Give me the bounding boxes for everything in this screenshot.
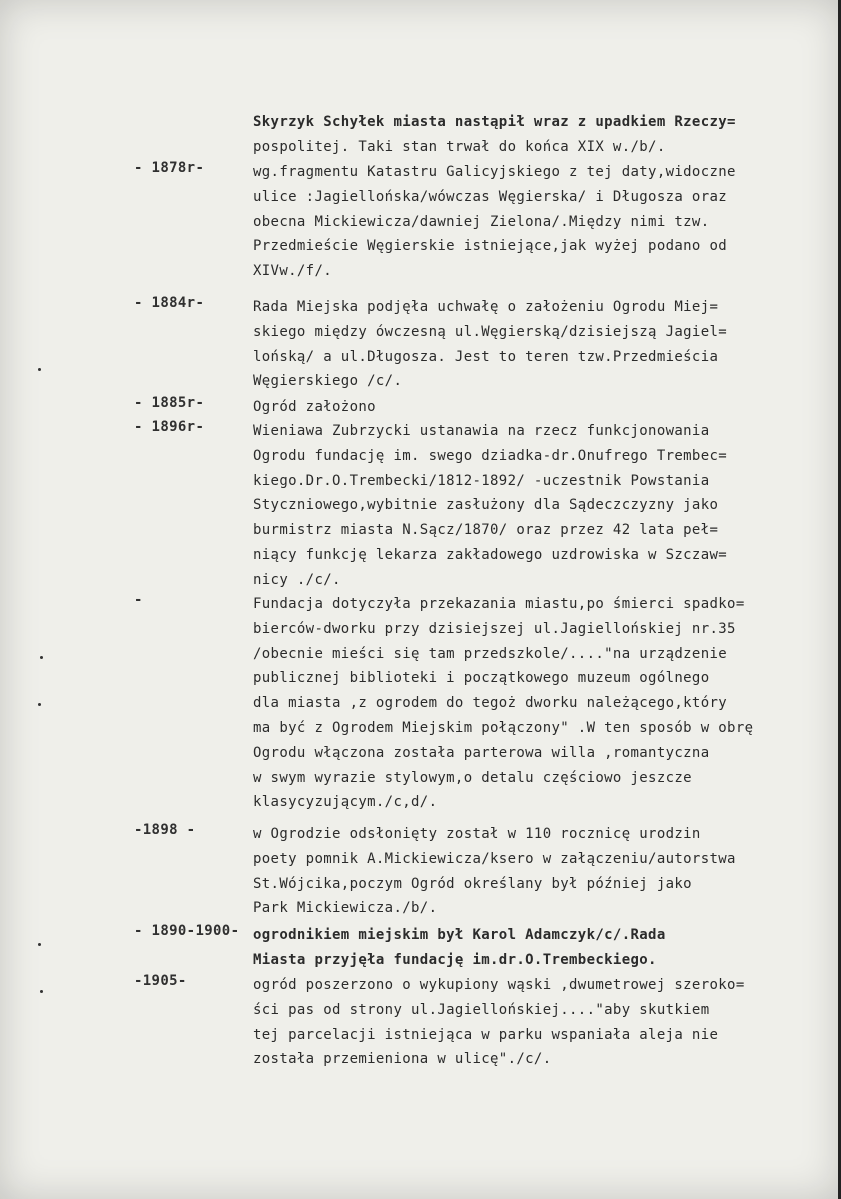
entry-date: - 1885r-: [134, 395, 205, 411]
entry-date: - 1890-1900-: [134, 923, 240, 939]
text-line: Węgierskiego /c/.: [253, 373, 403, 390]
text-line: bierców-dworku przy dzisiejszej ul.Jagiellońskiej nr.35: [253, 620, 736, 637]
entry-text: [253, 395, 841, 420]
text-line: St.Wójcika,poczym Ogród określany był później jako: [253, 875, 692, 892]
text-line: pospolitej. Taki stan trwał do końca XIX w./b/.: [253, 138, 666, 155]
entry-text: [253, 923, 841, 973]
text-line: wg.fragmentu Katastru Galicyjskiego z tej daty,widoczne: [253, 164, 736, 180]
text-line: publicznej biblioteki i początkowego muzeum ogólnego: [253, 670, 710, 687]
text-line: Styczniowego,wybitnie zasłużony dla Sądeczczyzny jako: [253, 497, 719, 514]
entry-date: - 1884r-: [134, 295, 205, 311]
text-line: /obecnie mieści się tam przedszkole/...."na urządzenie: [253, 645, 728, 662]
text-line: nicy ./c/.: [253, 571, 341, 588]
text-line: Park Mickiewicza./b/.: [253, 900, 438, 917]
text-line: została przemieniona w ulicę"./c/.: [253, 1051, 552, 1068]
text-line: tej parcelacji istniejąca w parku wspaniała aleja nie: [253, 1026, 719, 1043]
entry-date: -1905-: [134, 973, 187, 989]
text-line: Rada Miejska podjęła uchwałę o założeniu Ogrodu Miej=: [253, 299, 719, 315]
text-line: poety pomnik A.Mickiewicza/ksero w załączeniu/autorstwa: [253, 850, 736, 867]
text-line: burmistrz miasta N.Sącz/1870/ oraz przez 42 lata peł=: [253, 522, 719, 539]
text-line: Fundacja dotyczyła przekazania miastu,po śmierci spadko=: [253, 596, 745, 612]
text-line: w swym wyrazie stylowym,o detalu częściowo jeszcze: [253, 769, 692, 786]
text-line: ogrodnikiem miejskim był Karol Adamczyk/c/.Rada: [253, 927, 666, 943]
text-line: XIVw./f/.: [253, 263, 333, 280]
text-line: niący funkcję lekarza zakładowego uzdrowiska w Szczaw=: [253, 546, 728, 563]
entry-text: [253, 973, 841, 1072]
entry-text: [253, 110, 841, 160]
text-line: Ogrodu fundację im. swego dziadka-dr.Onufrego Trembec=: [253, 447, 728, 464]
entry-text: [253, 419, 841, 593]
entry-date: -: [134, 592, 143, 608]
entry-text: [253, 592, 841, 815]
text-line: dla miasta ,z ogrodem do tegoż dworku należącego,który: [253, 695, 728, 712]
entry-date: - 1896r-: [134, 419, 205, 435]
text-line: ogród poszerzono o wykupiony wąski ,dwumetrowej szeroko=: [253, 977, 745, 993]
text-line: ulice :Jagiellońska/wówczas Węgierska/ i Długosza oraz: [253, 188, 728, 205]
entry-text: [253, 160, 841, 284]
text-line: Wieniawa Zubrzycki ustanawia na rzecz funkcjonowania: [253, 423, 710, 439]
text-line: klasycyzującym./c,d/.: [253, 794, 438, 811]
text-line: Przedmieście Węgierskie istniejące,jak wyżej podano od: [253, 238, 728, 255]
text-line: ści pas od strony ul.Jagiellońskiej...."aby skutkiem: [253, 1001, 710, 1018]
entry-date: - 1878r-: [134, 160, 205, 176]
text-line: w Ogrodzie odsłonięty został w 110 rocznicę urodzin: [253, 826, 701, 842]
text-line: kiego.Dr.O.Trembecki/1812-1892/ -uczestnik Powstania: [253, 472, 710, 489]
text-line: obecna Mickiewicza/dawniej Zielona/.Między nimi tzw.: [253, 213, 710, 230]
entry-date: -1898 -: [134, 822, 196, 838]
text-line: lońską/ a ul.Długosza. Jest to teren tzw.Przedmieścia: [253, 348, 719, 365]
entry-text: [253, 295, 841, 394]
text-line: Ogrodu włączona została parterowa willa ,romantyczna: [253, 744, 710, 761]
text-line: skiego między ówczesną ul.Węgierską/dzisiejszą Jagiel=: [253, 323, 728, 340]
text-line: Ogród założono: [253, 399, 376, 415]
text-line: ma być z Ogrodem Miejskim połączony" .W ten sposób w obrę: [253, 719, 754, 736]
text-line: Miasta przyjęła fundację im.dr.O.Trembeckiego.: [253, 951, 657, 968]
entry-text: [253, 822, 841, 921]
text-line: Skyrzyk Schyłek miasta nastąpił wraz z upadkiem Rzeczy=: [253, 114, 736, 130]
